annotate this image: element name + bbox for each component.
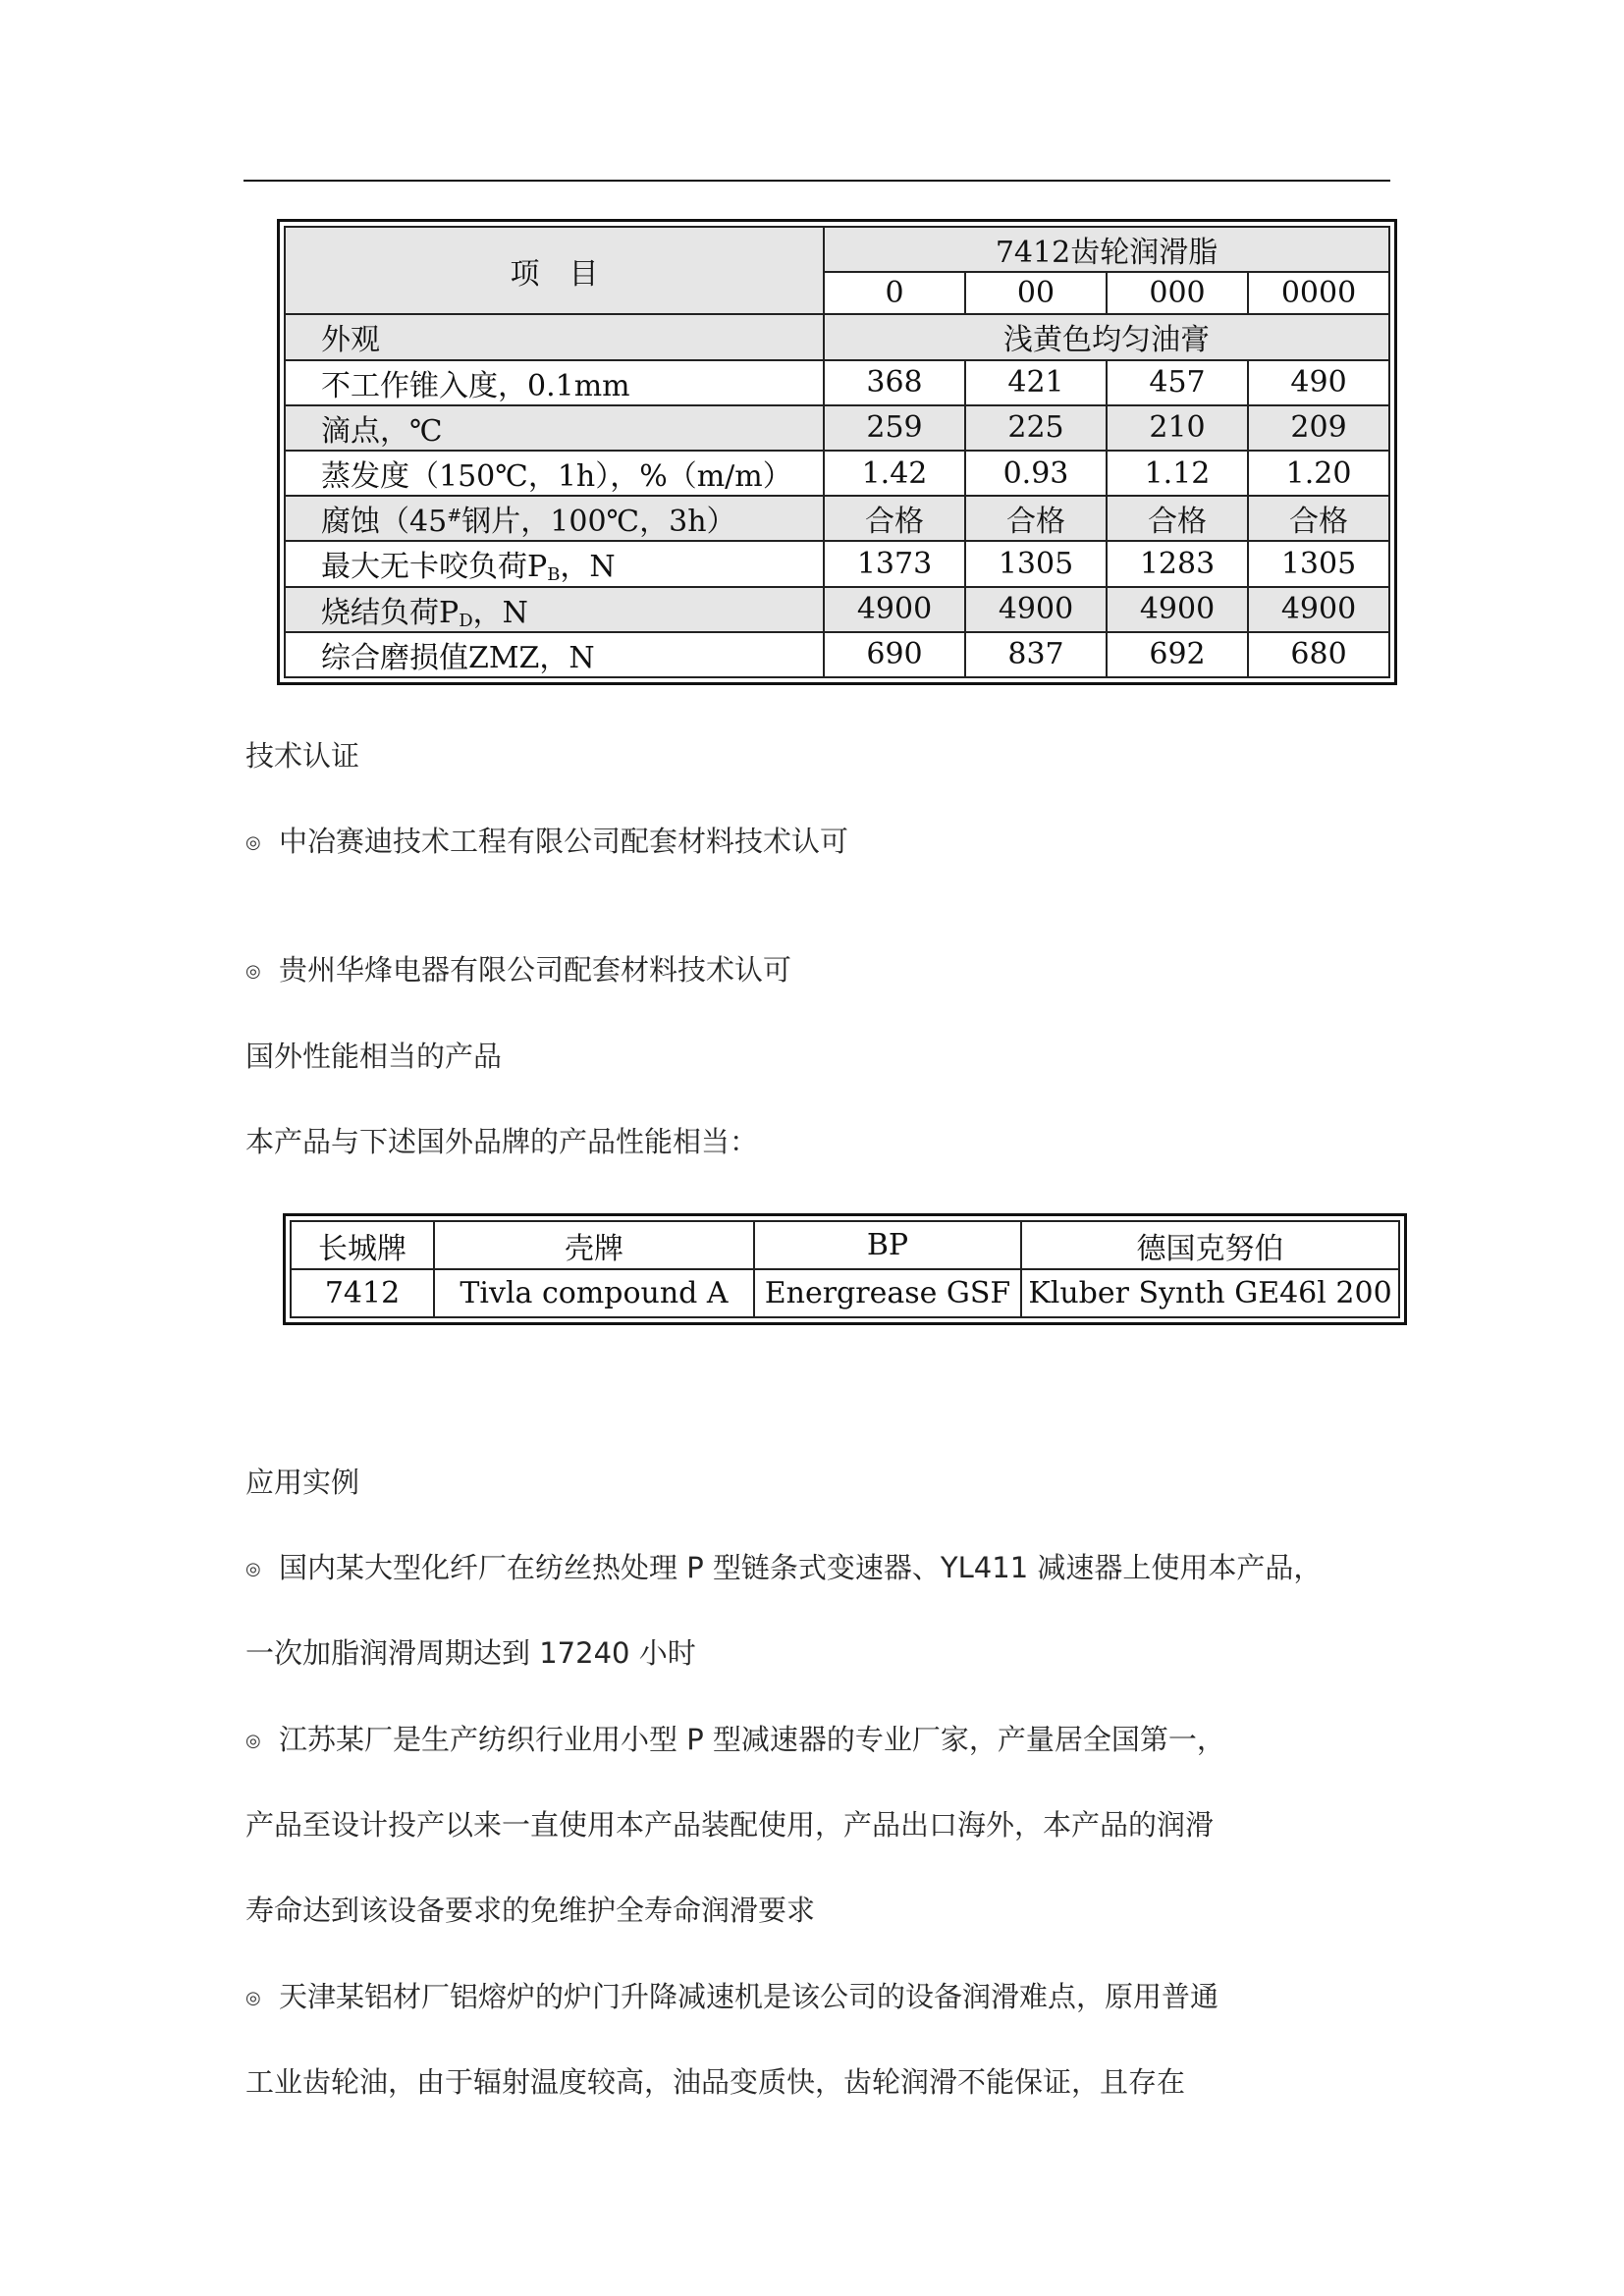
- bullet-icon: ◎: [245, 961, 261, 982]
- appearance-value: 浅黄色均匀油膏: [824, 314, 1389, 359]
- cell: 368: [824, 360, 965, 405]
- app-line: 工业齿轮油，由于辐射温度较高，油品变质快，齿轮润滑不能保证，且存在: [245, 2065, 1186, 2099]
- bullet-icon: ◎: [245, 832, 261, 853]
- bullet-icon: ◎: [245, 1731, 261, 1751]
- app-line: 寿命达到该设备要求的免维护全寿命润滑要求: [245, 1894, 816, 1927]
- cell: 1.12: [1107, 451, 1248, 496]
- cell: 1.42: [824, 451, 965, 496]
- row-label: 滴点，℃: [285, 405, 824, 451]
- cell: 4900: [1248, 587, 1389, 632]
- cell: 225: [965, 405, 1107, 451]
- brand-table: [283, 1213, 1407, 1325]
- cell: 0.93: [965, 451, 1107, 496]
- product-header: 7412齿轮润滑脂: [824, 227, 1389, 272]
- table-row: [285, 451, 1389, 496]
- brand-header: 长城牌: [291, 1221, 434, 1269]
- table-row: [285, 360, 1389, 405]
- cell: 421: [965, 360, 1107, 405]
- brand-header: 德国克努伯: [1021, 1221, 1399, 1269]
- cell: 4900: [824, 587, 965, 632]
- table-row: [285, 405, 1389, 451]
- cell: 259: [824, 405, 965, 451]
- brand-value: Tivla compound A: [434, 1269, 754, 1317]
- table-row: [285, 632, 1389, 677]
- row-label: 综合磨损值ZMZ，N: [285, 632, 824, 677]
- app-line: 产品至设计投产以来一直使用本产品装配使用，产品出口海外，本产品的润滑: [245, 1808, 1215, 1842]
- cell: 合格: [965, 496, 1107, 541]
- cell: 合格: [824, 496, 965, 541]
- cell: 837: [965, 632, 1107, 677]
- cell: 1.20: [1248, 451, 1389, 496]
- row-label: 蒸发度（150℃，1h），%（m/m）: [285, 451, 824, 496]
- brand-value: Energrease GSF: [754, 1269, 1021, 1317]
- cert-item: ◎ 贵州华烽电器有限公司配套材料技术认可: [245, 953, 792, 987]
- grade-header: 00: [965, 272, 1107, 314]
- brand-header: BP: [754, 1221, 1021, 1269]
- app-item: ◎ 国内某大型化纤厂在纺丝热处理 P 型链条式变速器、YL411 减速器上使用本产品，: [245, 1551, 1323, 1584]
- row-label: 外观: [285, 314, 824, 359]
- cell: 1305: [1248, 541, 1389, 586]
- row-label: 烧结负荷$P_D$，N: [285, 587, 824, 632]
- cert-item: ◎ 中冶赛迪技术工程有限公司配套材料技术认可: [245, 825, 849, 858]
- bullet-icon: ◎: [245, 1988, 261, 2008]
- grade-header: 000: [1107, 272, 1248, 314]
- row-label: 腐蚀（45#钢片，100℃，3h）: [285, 496, 824, 541]
- table-row: [285, 496, 1389, 541]
- spec-table: [277, 219, 1397, 685]
- row-label: 最大无卡咬负荷$P_B$，N: [285, 541, 824, 586]
- cell: 1305: [965, 541, 1107, 586]
- table-row: [285, 541, 1389, 586]
- cell: 4900: [1107, 587, 1248, 632]
- app-item: ◎ 江苏某厂是生产纺织行业用小型 P 型减速器的专业厂家，产量居全国第一，: [245, 1723, 1225, 1756]
- brand-value: 7412: [291, 1269, 434, 1317]
- cell: 4900: [965, 587, 1107, 632]
- cell: 1373: [824, 541, 965, 586]
- cell: 490: [1248, 360, 1389, 405]
- cell: 合格: [1107, 496, 1248, 541]
- table-row: [285, 587, 1389, 632]
- foreign-intro: 本产品与下述国外品牌的产品性能相当：: [245, 1125, 759, 1158]
- header-rule: [244, 180, 1390, 182]
- cell: 680: [1248, 632, 1389, 677]
- brand-header: 壳牌: [434, 1221, 754, 1269]
- app-heading: 应用实例: [245, 1466, 360, 1499]
- cell: 690: [824, 632, 965, 677]
- row-label: 不工作锥入度，0.1mm: [285, 360, 824, 405]
- item-header: 项 目: [285, 227, 824, 314]
- grade-header: 0000: [1248, 272, 1389, 314]
- foreign-heading: 国外性能相当的产品: [245, 1040, 503, 1073]
- cell: 合格: [1248, 496, 1389, 541]
- cert-heading: 技术认证: [245, 739, 360, 773]
- app-line: 一次加脂润滑周期达到 17240 小时: [245, 1636, 696, 1670]
- bullet-icon: ◎: [245, 1559, 261, 1579]
- cell: 209: [1248, 405, 1389, 451]
- brand-value: Kluber Synth GE46l 200: [1021, 1269, 1399, 1317]
- cell: 692: [1107, 632, 1248, 677]
- cell: 457: [1107, 360, 1248, 405]
- app-item: ◎ 天津某铝材厂铝熔炉的炉门升降减速机是该公司的设备润滑难点，原用普通: [245, 1980, 1219, 2013]
- cell: 210: [1107, 405, 1248, 451]
- cell: 1283: [1107, 541, 1248, 586]
- grade-header: 0: [824, 272, 965, 314]
